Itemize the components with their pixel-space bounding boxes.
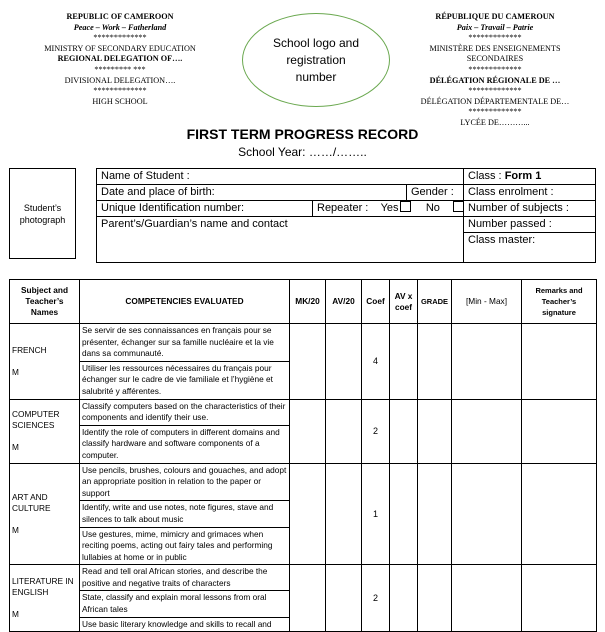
school-logo-placeholder <box>242 13 390 107</box>
teacher-name: M <box>12 524 19 535</box>
header-grade: GRADE <box>418 280 452 324</box>
logo-text: School logo and registration number <box>272 35 360 84</box>
min-max-cell[interactable] <box>452 399 522 463</box>
grades-table <box>9 279 597 632</box>
grade-cell[interactable] <box>418 324 452 400</box>
av-cell[interactable] <box>326 463 362 565</box>
av-x-coef-cell[interactable] <box>390 399 418 463</box>
page-title: FIRST TERM PROGRESS RECORD <box>186 126 419 142</box>
regional-delegation-fr: DÉLÉGATION RÉGIONALE DE … <box>429 75 561 85</box>
coef-cell: 4 <box>362 324 390 400</box>
competency-cell: Identify the role of computers in different domains and classify hardware and software components of a computer. <box>80 425 290 463</box>
competency-cell: Se servir de ses connaissances en français pour se présenter, échanger sur sa famille nucléaire et la vie dans sa communauté. <box>80 324 290 362</box>
av-x-coef-cell[interactable] <box>390 324 418 400</box>
student-name-field[interactable]: Name of Student : <box>101 170 190 182</box>
class-enrolment-field[interactable]: Class enrolment : <box>468 186 554 198</box>
subject-name: ART AND CULTURE <box>12 491 51 513</box>
competency-cell: Utiliser les ressources nécessaires du français pour échanger sur le cadre de vie familiale et l’hygiène et salubrité y afférentes. <box>80 361 290 399</box>
repeater-field <box>313 201 464 216</box>
competency-cell: Use gestures, mime, mimicry and grimaces when reciting poems, acting out fairy tales and performing lullabies at home or in public <box>80 527 290 565</box>
subject-cell <box>10 399 80 463</box>
competency-cell: Identify, write and use notes, note figures, stave and silences to talk about music <box>80 501 290 527</box>
stars: ************* <box>93 33 147 43</box>
av-cell[interactable] <box>326 565 362 632</box>
repeater-label: Repeater : <box>317 202 369 214</box>
subject-name: FRENCH <box>12 344 47 355</box>
min-max-cell[interactable] <box>452 565 522 632</box>
remarks-cell[interactable] <box>522 399 597 463</box>
mk-cell[interactable] <box>290 463 326 565</box>
repeater-no-checkbox[interactable] <box>453 201 464 212</box>
repeater-yes-checkbox[interactable] <box>400 201 411 212</box>
regional-delegation-en: REGIONAL DELEGATION OF…. <box>57 54 183 64</box>
header-min-max: [Min - Max] <box>452 280 522 324</box>
remarks-cell[interactable] <box>522 463 597 565</box>
header-av: AV/20 <box>326 280 362 324</box>
table-row <box>10 324 597 362</box>
header-left <box>30 12 210 107</box>
class-value: Form 1 <box>504 170 542 182</box>
remarks-cell[interactable] <box>522 324 597 400</box>
teacher-name: M <box>12 442 19 453</box>
student-info-table <box>96 168 596 263</box>
motto-fr: Paix – Travail – Patrie <box>456 22 534 32</box>
stars: ********* *** <box>94 64 146 74</box>
av-x-coef-cell[interactable] <box>390 463 418 565</box>
competency-cell: Classify computers based on the characteristics of their components and identify their use. <box>80 399 290 425</box>
competency-cell: Read and tell oral African stories, and describe the positive and negative traits of characters <box>80 565 290 591</box>
header-mk: MK/20 <box>290 280 326 324</box>
grade-cell[interactable] <box>418 463 452 565</box>
stars: ************* <box>468 107 522 117</box>
student-photo-box <box>9 168 76 259</box>
divisional-delegation-en: DIVISIONAL DELEGATION…. <box>64 75 176 85</box>
no-label: No <box>425 202 440 214</box>
mk-cell[interactable] <box>290 399 326 463</box>
subject-name: LITERATURE IN ENGLISH <box>12 576 74 598</box>
stars: ************* <box>93 86 147 96</box>
header-subject: Subject and Teacher’s Names <box>10 280 80 324</box>
school-year: School Year: ……/…….. <box>238 145 367 159</box>
grade-cell[interactable] <box>418 399 452 463</box>
grade-cell[interactable] <box>418 565 452 632</box>
remarks-cell[interactable] <box>522 565 597 632</box>
number-of-subjects-field[interactable]: Number of subjects : <box>468 202 569 214</box>
mk-cell[interactable] <box>290 565 326 632</box>
class-field[interactable] <box>464 169 541 184</box>
subject-cell <box>10 463 80 565</box>
motto-en: Peace – Work – Fatherland <box>73 22 167 32</box>
country-fr: RÉPUBLIQUE DU CAMEROUN <box>435 12 555 21</box>
table-row <box>10 463 597 501</box>
min-max-cell[interactable] <box>452 324 522 400</box>
subject-cell <box>10 324 80 400</box>
gender-field[interactable]: Gender : <box>411 186 454 198</box>
av-cell[interactable] <box>326 324 362 400</box>
header-av-x-coef: AV x coef <box>390 280 418 324</box>
teacher-name: M <box>12 366 19 377</box>
table-row <box>10 565 597 591</box>
min-max-cell[interactable] <box>452 463 522 565</box>
coef-cell: 2 <box>362 399 390 463</box>
header-right <box>405 12 585 129</box>
ministry-fr: MINISTÈRE DES ENSEIGNEMENTS SECONDAIRES <box>429 43 561 64</box>
ministry-en: MINISTRY OF SECONDARY EDUCATION <box>44 43 196 53</box>
country-en: REPUBLIC OF CAMEROON <box>66 12 174 21</box>
class-master-field[interactable]: Class master: <box>468 234 536 246</box>
photo-label: Student’s photograph <box>19 202 66 225</box>
teacher-name: M <box>12 609 19 620</box>
dob-field[interactable]: Date and place of birth: <box>101 186 215 198</box>
stars: ************* <box>468 86 522 96</box>
coef-cell: 1 <box>362 463 390 565</box>
departmental-delegation-fr: DÉLÉGATION DÉPARTEMENTALE DE… <box>420 96 570 106</box>
class-label: Class : <box>468 170 505 182</box>
header-remarks: Remarks and Teacher’s signature <box>522 280 597 324</box>
mk-cell[interactable] <box>290 324 326 400</box>
stars: ************* <box>468 33 522 43</box>
table-row <box>10 399 597 425</box>
stars: ************* <box>468 64 522 74</box>
yes-label: Yes <box>380 202 399 214</box>
number-passed-field[interactable]: Number passed : <box>468 218 552 230</box>
competency-cell: Use basic literary knowledge and skills to recall and <box>80 617 290 632</box>
av-x-coef-cell[interactable] <box>390 565 418 632</box>
header-coef: Coef <box>362 280 390 324</box>
subject-name: COMPUTER SCIENCES <box>12 409 60 431</box>
header-competencies: COMPETENCIES EVALUATED <box>80 280 290 324</box>
competency-cell: State, classify and explain moral lessons from oral African tales <box>80 591 290 617</box>
coef-cell: 2 <box>362 565 390 632</box>
subject-cell <box>10 565 80 632</box>
av-cell[interactable] <box>326 399 362 463</box>
competency-cell: Use pencils, brushes, colours and gouaches, and adopt an appropriate position in relation to the paper or support <box>80 463 290 501</box>
uin-field[interactable]: Unique Identification number: <box>101 202 245 214</box>
parent-guardian-field[interactable]: Parent’s/Guardian’s name and contact <box>101 218 288 230</box>
school-en: HIGH SCHOOL <box>92 96 148 106</box>
school-fr: LYCÉE DE………... <box>460 117 530 127</box>
